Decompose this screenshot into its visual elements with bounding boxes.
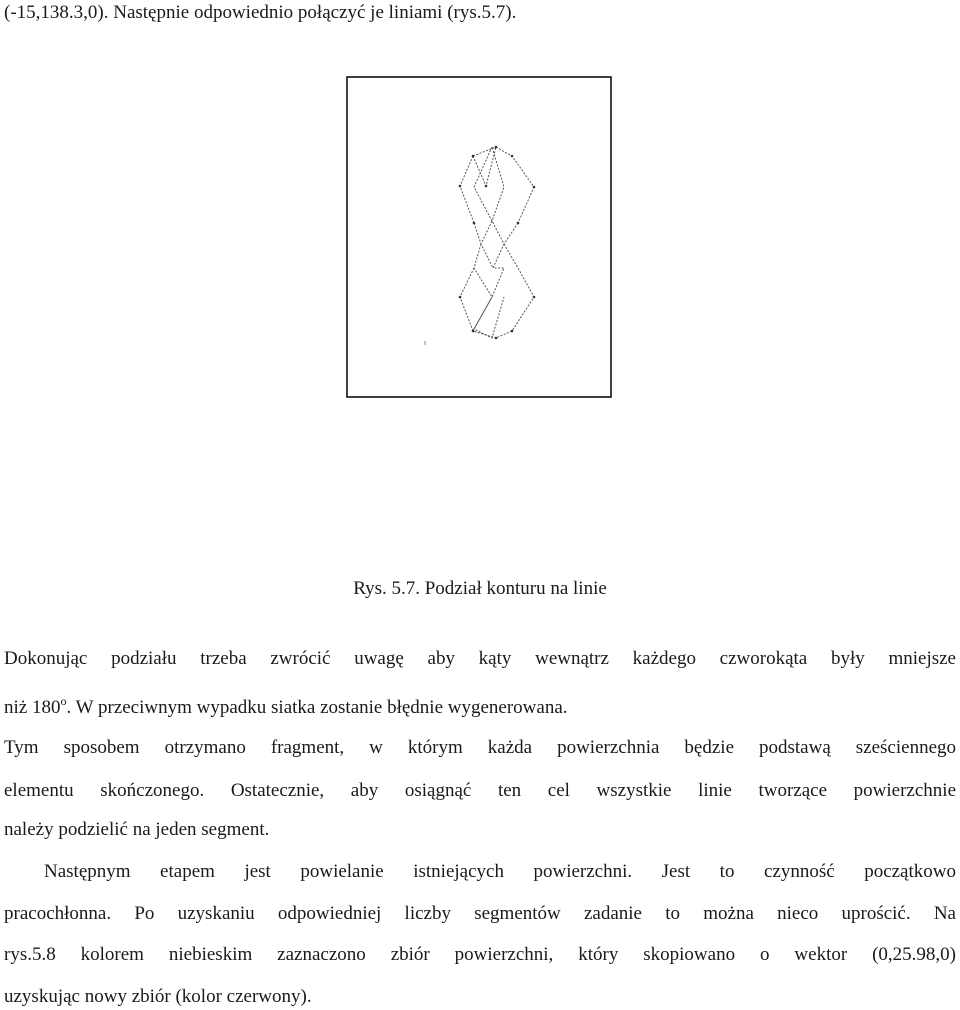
paragraph1-line2-end: . W przeciwnym wypadku siatka zostanie błędnie wygenerowana. — [66, 697, 568, 718]
figure-contour-division — [346, 76, 614, 400]
paragraph2-line2: elementu skończonego. Ostatecznie, aby osiągnąć ten cel wszystkie linie tworzące powierzchnie — [4, 780, 956, 801]
paragraph3-line2: pracochłonna. Po uzyskaniu odpowiedniej liczby segmentów zadanie to można nieco uprościć. Na — [4, 903, 956, 924]
paragraph1-line2 — [4, 690, 956, 719]
paragraph2-line3: należy podzielić na jeden segment. — [4, 819, 270, 840]
paragraph3-line1: Następnym etapem jest powielanie istniejących powierzchni. Jest to czynność początkowo — [44, 861, 956, 882]
text-line-top: (-15,138.3,0). Następnie odpowiednio połączyć je liniami (rys.5.7). — [4, 2, 517, 23]
paragraph3-line3: rys.5.8 kolorem niebieskim zaznaczono zbiór powierzchni, który skopiowano o wektor (0,25.98,0) — [4, 944, 956, 965]
paragraph1-line2-start: niż 180 — [4, 697, 61, 718]
degree-superscript: o — [60, 694, 67, 708]
paragraph1-line1: Dokonując podziału trzeba zwrócić uwagę aby kąty wewnątrz każdego czworokąta były mniejsze — [4, 648, 956, 669]
paragraph2-line1: Tym sposobem otrzymano fragment, w którym każda powierzchnia będzie podstawą sześciennego — [4, 737, 956, 758]
figure-caption: Rys. 5.7. Podział konturu na linie — [353, 578, 607, 599]
paragraph3-line4: uzyskując nowy zbiór (kolor czerwony). — [4, 986, 312, 1007]
